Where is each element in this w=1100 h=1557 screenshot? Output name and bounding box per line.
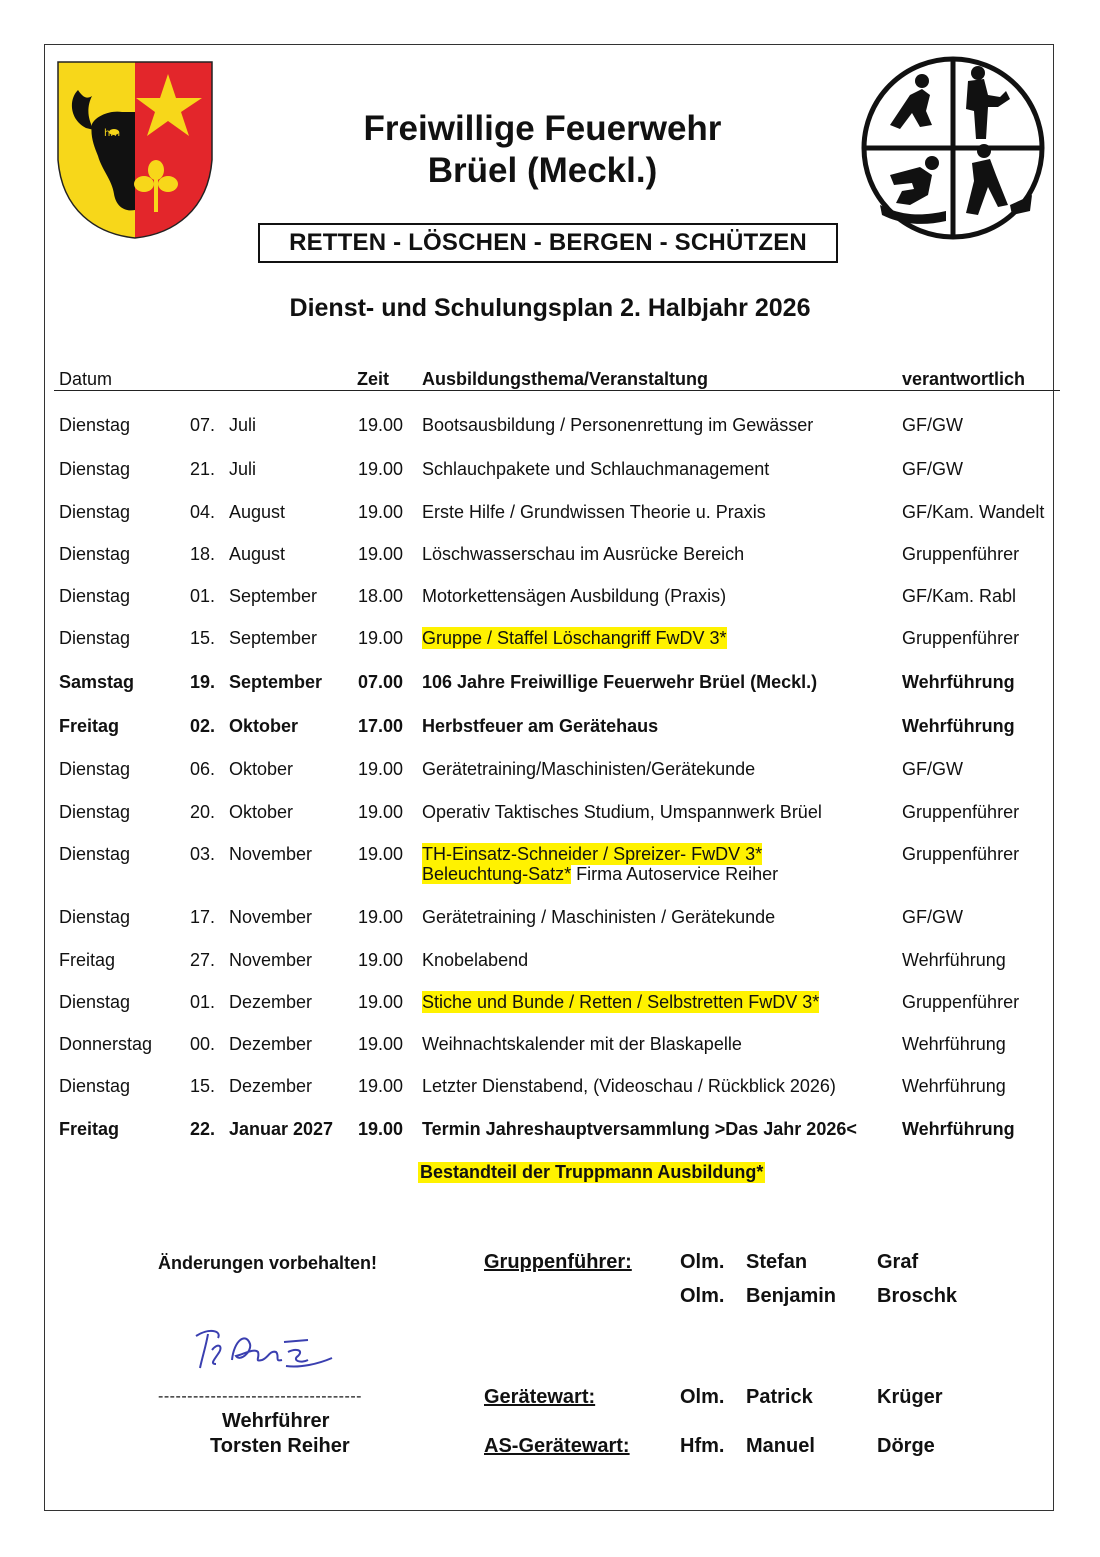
contact-first-name: Patrick <box>746 1386 813 1408</box>
cell-day: Dienstag <box>59 586 131 606</box>
cell-day-number: 07. <box>190 415 216 435</box>
cell-month: Dezember <box>229 1034 313 1054</box>
cell-responsible: GF/GW <box>902 415 963 435</box>
cell-day-number: 06. <box>190 759 216 779</box>
cell-responsible: GF/Kam. Wandelt <box>902 502 1045 522</box>
cell-month: August <box>229 502 286 522</box>
table-row <box>0 949 1100 973</box>
signer-name: Torsten Reiher <box>210 1435 350 1457</box>
cell-day-number: 01. <box>190 992 216 1012</box>
cell-responsible: Wehrführung <box>902 1076 1006 1096</box>
table-row <box>0 671 1100 695</box>
cell-day: Dienstag <box>59 802 131 822</box>
contact-rank: Olm. <box>680 1285 725 1307</box>
cell-topic-highlight: Beleuchtung-Satz* <box>422 864 572 884</box>
table-row <box>0 1033 1100 1057</box>
contact-last-name: Graf <box>877 1251 919 1273</box>
cell-month: September <box>229 628 318 648</box>
table-row <box>0 843 1100 884</box>
table-row <box>0 801 1100 825</box>
cell-time: 19.00 <box>358 502 404 522</box>
footnote: Bestandteil der Truppmann Ausbildung* <box>420 1162 764 1182</box>
cell-time: 19.00 <box>358 907 404 927</box>
cell-time: 07.00 <box>358 672 404 692</box>
cell-time: 19.00 <box>358 544 404 564</box>
cell-day: Dienstag <box>59 415 131 435</box>
cell-responsible: GF/GW <box>902 459 963 479</box>
cell-time: 19.00 <box>358 1076 404 1096</box>
cell-day-number: 03. <box>190 844 216 864</box>
cell-time: 17.00 <box>358 716 404 736</box>
cell-day: Dienstag <box>59 459 131 479</box>
cell-topic: TH-Einsatz-Schneider / Spreizer- FwDV 3* <box>422 844 763 864</box>
cell-day: Freitag <box>59 950 116 970</box>
cell-day-number: 15. <box>190 628 216 648</box>
cell-day-number: 04. <box>190 502 216 522</box>
header-topic: Ausbildungsthema/Veranstaltung <box>422 369 709 389</box>
cell-topic: Bootsausbildung / Personenrettung im Gewässer <box>422 415 814 435</box>
cell-day: Dienstag <box>59 544 131 564</box>
table-row <box>0 1075 1100 1099</box>
header-time: Zeit <box>357 369 390 389</box>
cell-topic: Herbstfeuer am Gerätehaus <box>422 716 659 736</box>
role-as-geraetewart: AS-Gerätewart: <box>484 1435 630 1457</box>
table-row <box>0 991 1100 1015</box>
title-line-2: Brüel (Meckl.) <box>427 151 658 190</box>
header-date: Datum <box>59 369 113 389</box>
signature-line: ----------------------------------- <box>158 1388 362 1405</box>
contact-rank: Hfm. <box>680 1435 725 1457</box>
cell-day-number: 20. <box>190 802 216 822</box>
cell-time: 19.00 <box>358 415 404 435</box>
contact-rank: Olm. <box>680 1386 725 1408</box>
table-row <box>0 458 1100 482</box>
cell-day: Dienstag <box>59 1076 131 1096</box>
cell-day: Freitag <box>59 1119 120 1139</box>
cell-day-number: 22. <box>190 1119 216 1139</box>
cell-topic: Operativ Taktisches Studium, Umspannwerk Brüel <box>422 802 822 822</box>
cell-topic-rest: Firma Autoservice Reiher <box>571 864 779 884</box>
signer-role: Wehrführer <box>222 1410 330 1432</box>
contact-first-name: Benjamin <box>746 1285 837 1307</box>
cell-topic: Motorkettensägen Ausbildung (Praxis) <box>422 586 727 606</box>
cell-month: Dezember <box>229 1076 313 1096</box>
cell-month: November <box>229 844 313 864</box>
signature-image <box>188 1322 338 1374</box>
cell-topic: Löschwasserschau im Ausrücke Bereich <box>422 544 745 564</box>
cell-topic: Gerätetraining / Maschinisten / Gerätekunde <box>422 907 776 927</box>
cell-responsible: GF/GW <box>902 759 963 779</box>
cell-topic: Gruppe / Staffel Löschangriff FwDV 3* <box>422 628 727 648</box>
cell-responsible: Wehrführung <box>902 716 1015 736</box>
cell-time: 18.00 <box>358 586 404 606</box>
cell-month: September <box>229 672 323 692</box>
cell-time: 19.00 <box>358 459 404 479</box>
header-responsible: verantwortlich <box>902 369 1026 389</box>
cell-time: 19.00 <box>358 802 404 822</box>
cell-day: Freitag <box>59 716 120 736</box>
title-line-1: Freiwillige Feuerwehr <box>363 109 722 148</box>
table-row <box>0 758 1100 782</box>
cell-topic: Letzter Dienstabend, (Videoschau / Rückblick 2026) <box>422 1076 836 1096</box>
cell-month: August <box>229 544 286 564</box>
plan-title: Dienst- und Schulungsplan 2. Halbjahr 2026 <box>289 294 811 322</box>
cell-day-number: 00. <box>190 1034 216 1054</box>
cell-topic: Erste Hilfe / Grundwissen Theorie u. Praxis <box>422 502 766 522</box>
cell-responsible: Gruppenführer <box>902 802 1020 822</box>
svg-text:hm: hm <box>104 128 121 139</box>
cell-time: 19.00 <box>358 628 404 648</box>
cell-day: Dienstag <box>59 844 131 864</box>
cell-time: 19.00 <box>358 759 404 779</box>
cell-time: 19.00 <box>358 950 404 970</box>
cell-topic-line-2 <box>422 863 778 885</box>
cell-time: 19.00 <box>358 1119 404 1139</box>
cell-day: Dienstag <box>59 907 131 927</box>
motto-box: RETTEN - LÖSCHEN - BERGEN - SCHÜTZEN <box>258 223 838 263</box>
cell-responsible: Wehrführung <box>902 672 1015 692</box>
table-row <box>0 414 1100 438</box>
cell-time: 19.00 <box>358 1034 404 1054</box>
cell-month: November <box>229 950 313 970</box>
cell-day: Dienstag <box>59 502 131 522</box>
table-row <box>0 501 1100 525</box>
contact-first-name: Manuel <box>746 1435 815 1457</box>
cell-topic: 106 Jahre Freiwillige Feuerwehr Brüel (Meckl.) <box>422 672 818 692</box>
cell-month: Oktober <box>229 759 294 779</box>
table-row <box>0 543 1100 567</box>
cell-responsible: Gruppenführer <box>902 992 1020 1012</box>
cell-time: 19.00 <box>358 992 404 1012</box>
cell-day-number: 27. <box>190 950 216 970</box>
cell-day-number: 17. <box>190 907 216 927</box>
contact-last-name: Dörge <box>877 1435 935 1457</box>
cell-day-number: 01. <box>190 586 216 606</box>
table-row <box>0 906 1100 930</box>
cell-month: Juli <box>229 459 257 479</box>
contact-last-name: Broschk <box>877 1285 958 1307</box>
cell-day-number: 18. <box>190 544 216 564</box>
cell-month: September <box>229 586 318 606</box>
contact-rank: Olm. <box>680 1251 725 1273</box>
cell-topic: Weihnachtskalender mit der Blaskapelle <box>422 1034 742 1054</box>
cell-topic: Schlauchpakete und Schlauchmanagement <box>422 459 770 479</box>
cell-day: Dienstag <box>59 759 131 779</box>
cell-responsible: GF/Kam. Rabl <box>902 586 1017 606</box>
cell-topic: Termin Jahreshauptversammlung >Das Jahr 2026< <box>422 1119 857 1139</box>
changes-note: Änderungen vorbehalten! <box>158 1253 378 1273</box>
cell-day: Dienstag <box>59 628 131 648</box>
cell-day-number: 02. <box>190 716 216 736</box>
cell-day: Samstag <box>59 672 135 692</box>
cell-month: Juli <box>229 415 257 435</box>
cell-topic: Stiche und Bunde / Retten / Selbstretten FwDV 3* <box>422 992 820 1012</box>
cell-responsible: Gruppenführer <box>902 844 1020 864</box>
contact-first-name: Stefan <box>746 1251 808 1273</box>
table-row <box>0 715 1100 739</box>
cell-day-number: 21. <box>190 459 216 479</box>
cell-topic: Gerätetraining/Maschinisten/Gerätekunde <box>422 759 756 779</box>
cell-day-number: 15. <box>190 1076 216 1096</box>
cell-day: Donnerstag <box>59 1034 153 1054</box>
cell-responsible: Wehrführung <box>902 950 1006 970</box>
cell-responsible: Gruppenführer <box>902 544 1020 564</box>
cell-responsible: Wehrführung <box>902 1034 1006 1054</box>
cell-month: Januar 2027 <box>229 1119 334 1139</box>
cell-day-number: 19. <box>190 672 216 692</box>
cell-month: November <box>229 907 313 927</box>
role-geraetewart: Gerätewart: <box>484 1386 596 1408</box>
role-gruppenfuehrer: Gruppenführer: <box>484 1251 632 1273</box>
cell-time: 19.00 <box>358 844 404 864</box>
table-row <box>0 1118 1100 1142</box>
table-row <box>0 585 1100 609</box>
cell-responsible: GF/GW <box>902 907 963 927</box>
table-row <box>0 627 1100 651</box>
contact-last-name: Krüger <box>877 1386 943 1408</box>
cell-month: Dezember <box>229 992 313 1012</box>
cell-day: Dienstag <box>59 992 131 1012</box>
cell-month: Oktober <box>229 716 299 736</box>
header-divider <box>54 390 1060 391</box>
cell-responsible: Wehrführung <box>902 1119 1015 1139</box>
cell-month: Oktober <box>229 802 294 822</box>
cell-topic: Knobelabend <box>422 950 529 970</box>
cell-responsible: Gruppenführer <box>902 628 1020 648</box>
